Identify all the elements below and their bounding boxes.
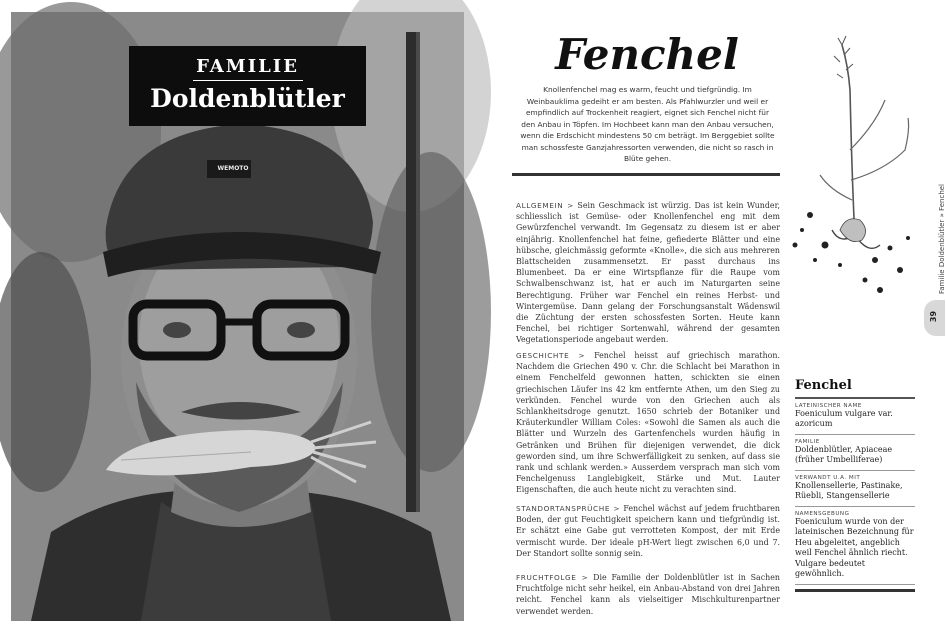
- page-title: Fenchel: [555, 30, 739, 79]
- section-keyword: FRUCHTFOLGE >: [516, 573, 589, 582]
- cap-logo-text: WEMOTO: [217, 165, 249, 172]
- side-label-text: Familie Doldenblütler » Fenchel: [938, 183, 946, 295]
- lead-divider: [512, 173, 780, 176]
- info-item: [795, 471, 915, 507]
- section-standortansprueche: [516, 503, 780, 559]
- section-keyword: STANDORTANSPRÜCHE >: [516, 504, 621, 513]
- family-kicker: FAMILIE: [193, 56, 303, 81]
- family-title: Doldenblütler: [150, 84, 345, 113]
- section-text: Fenchel wächst auf jedem fruchtbaren Boden, der gut Feuchtigkeit speichern kann und tiefgründig ist. Er schätzt eine Gabe gut verrotteten Kompost, der mit Erde vermischt wurde. Der ideale pH-Wert liegt zwischen 6,0 und 7. Der Standort sollte sonnig sein.: [516, 504, 781, 558]
- info-label: FAMILIE: [795, 438, 820, 445]
- section-geschichte: [516, 350, 780, 496]
- section-text: Fenchel heisst auf griechisch marathon. Nachdem die Griechen 490 v. Chr. die Schlacht bei Marathon in einem Fenchelfeld gewonnen hatten, schickten sie einen griechischen Läufer ins 42 km entfernte Athen, um den Sieg zu verkünden. Fenchel wurde von den Griechen auch als Schlankheitsdroge genutzt. 1650 schrieb der Botaniker und Kräuterkundler William Coles: «Sowohl die Samen als auch die Blätter und Wurzeln des Gartenfenchels wurden häufig in Getränken und Brühen für diejenigen verwendet, die dick geworden sind, um ihre Schwerfälligkeit zu senken, auf dass sie rank und schlank werden.» Ausserdem versprach man sich vom Fenchelgenuss Langlebigkeit, Stärke und Mut. Lauter Eigenschaften, die auch heute nicht zu verachten sind.: [516, 351, 781, 495]
- section-allgemein: [516, 200, 780, 346]
- info-title: Fenchel: [795, 378, 852, 393]
- portrait-photo: [11, 12, 464, 621]
- family-label-box: [129, 46, 366, 126]
- page-number: 39: [929, 310, 939, 323]
- info-item: [795, 507, 915, 585]
- info-item: [795, 399, 915, 435]
- info-value: Knollensellerie, Pastinake, Rüebli, Stangensellerie: [795, 480, 903, 500]
- info-value: Foeniculum wurde von der lateinischen Bezeichnung für Heu abgeleitet, angeblich weil Fenchel ähnlich riecht. Vulgare bedeutet gewöhnlich.: [795, 516, 914, 578]
- page-number-tab: [924, 300, 945, 336]
- info-box: [795, 378, 915, 592]
- section-text: Die Familie der Doldenblütler ist in Sachen Fruchtfolge nicht sehr heikel, ein Anbau-Abstand von drei Jahren reicht. Fenchel kann als vielseitiger Mischkulturenpartner verwendet werden.: [516, 573, 780, 616]
- info-label: LATEINISCHER NAME: [795, 402, 862, 409]
- section-text: Sein Geschmack ist würzig. Das ist kein Wunder, schliesslich ist Gemüse- oder Knollenfenchel eng mit dem Gewürzfenchel verwandt. Im Gegensatz zu diesem ist er aber einjährig. Knollenfenchel hat feine, gefiederte Blätter und eine hübsche, gleichmässig geformte «Knolle», die sich aus mehreren Blattscheiden zusammensetzt. Er passt durchaus ins Blumenbeet. Da er eine Wirtspflanze für die Raupe vom Schwalbenschwanz ist, hat er auch im Naturgarten seine Berechtigung. Früher war Fenchel ein reines Herbst- und Wintergemüse. Dann gelang der Forschungsanstalt Wädenswil die Züchtung der ersten schossfesten Sorten. Heute kann Fenchel, bei richtiger Sortenwahl, während der gesamten Vegetationsperiode angebaut werden.: [516, 201, 780, 345]
- info-value: Foeniculum vulgare var. azoricum: [795, 408, 893, 428]
- section-keyword: ALLGEMEIN >: [516, 201, 574, 210]
- info-item: [795, 435, 915, 471]
- running-side-label: [934, 180, 944, 300]
- section-keyword: GESCHICHTE >: [516, 351, 586, 360]
- info-label: NAMENSGEBUNG: [795, 510, 850, 517]
- section-fruchtfolge: [516, 572, 780, 617]
- info-label: VERWANDT U.A. MIT: [795, 474, 861, 481]
- fennel-plant-illustration: [780, 30, 930, 310]
- info-value: Doldenblütler, Apiaceae (früher Umbelliferae): [795, 444, 893, 464]
- info-bottom-rule: [795, 589, 915, 592]
- lead-paragraph: Knollenfenchel mag es warm, feucht und tiefgründig. Im Weinbauklima gedeiht er am besten. Als Pfahlwurzler und weil er empfindlich auf Trockenheit reagiert, eignet sich Fenchel nicht für den Anbau in Töpfen. Im Hochbeet kann man den Anbau versuchen, wenn die Erdschicht mindestens 50 cm beträgt. Im Berggebiet sollte man schossfeste Ganzjahressorten verwenden, die nicht so rasch in Blüte gehen.: [520, 85, 775, 163]
